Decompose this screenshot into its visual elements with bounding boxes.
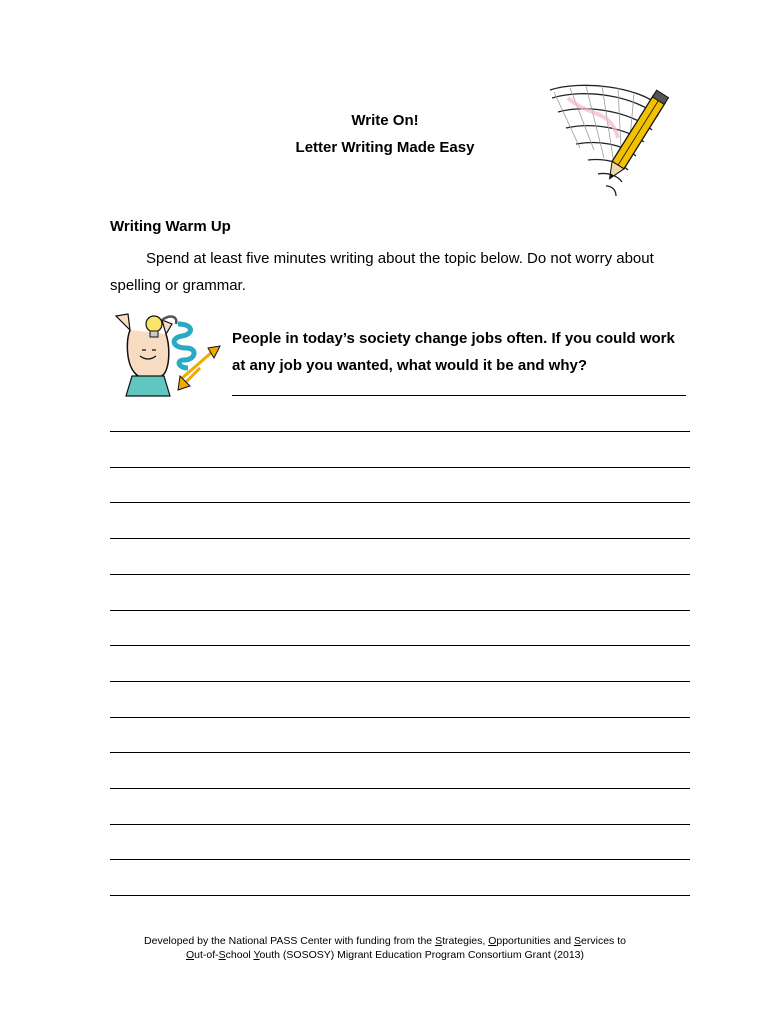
- footer-line-2: [0, 948, 770, 962]
- document-subtitle: Letter Writing Made Easy: [295, 139, 475, 156]
- answer-line[interactable]: [110, 431, 690, 432]
- writing-prompt: People in today’s society change jobs often. If you could work at any job you wanted, what would it be and why?: [232, 330, 675, 374]
- answer-line[interactable]: [110, 467, 690, 468]
- footer-text: ervices to: [581, 935, 626, 947]
- answer-line[interactable]: [110, 645, 690, 646]
- footer-text: chool: [225, 949, 254, 961]
- footer-underlined-letter: O: [185, 949, 195, 961]
- footer-underlined-letter: S: [574, 935, 582, 947]
- footer-credit: [0, 934, 770, 962]
- instructions-paragraph: Spend at least five minutes writing about the topic below. Do not worry about spelling or grammar.: [110, 250, 654, 294]
- answer-line[interactable]: [110, 895, 690, 896]
- pencil-tornado-illustration: [540, 78, 675, 210]
- footer-underlined-letter: Y: [253, 949, 260, 961]
- answer-line[interactable]: [110, 574, 690, 575]
- answer-line[interactable]: [110, 752, 690, 753]
- answer-line[interactable]: [110, 538, 690, 539]
- thinking-head-illustration: [108, 310, 226, 398]
- footer-text: ut-of-: [194, 949, 219, 961]
- footer-text: pportunities and: [496, 935, 575, 947]
- answer-line[interactable]: [110, 717, 690, 718]
- answer-line[interactable]: [110, 824, 690, 825]
- footer-underlined-letter: S: [435, 935, 443, 947]
- footer-line-1: [0, 934, 770, 948]
- document-title: Write On!: [351, 112, 419, 129]
- answer-line[interactable]: [110, 681, 690, 682]
- section-heading: Writing Warm Up: [110, 218, 231, 235]
- answer-line-first[interactable]: [232, 395, 686, 396]
- answer-line[interactable]: [110, 788, 690, 789]
- answer-line[interactable]: [110, 859, 690, 860]
- answer-line[interactable]: [110, 610, 690, 611]
- footer-text: trategies,: [442, 935, 489, 947]
- footer-underlined-letter: O: [488, 935, 497, 947]
- answer-line[interactable]: [110, 502, 690, 503]
- footer-underlined-letter: S: [218, 949, 226, 961]
- footer-text: Developed by the National PASS Center with funding from the: [144, 935, 436, 947]
- footer-text: outh (SOSOSY) Migrant Education Program Consortium Grant (2013): [259, 949, 585, 961]
